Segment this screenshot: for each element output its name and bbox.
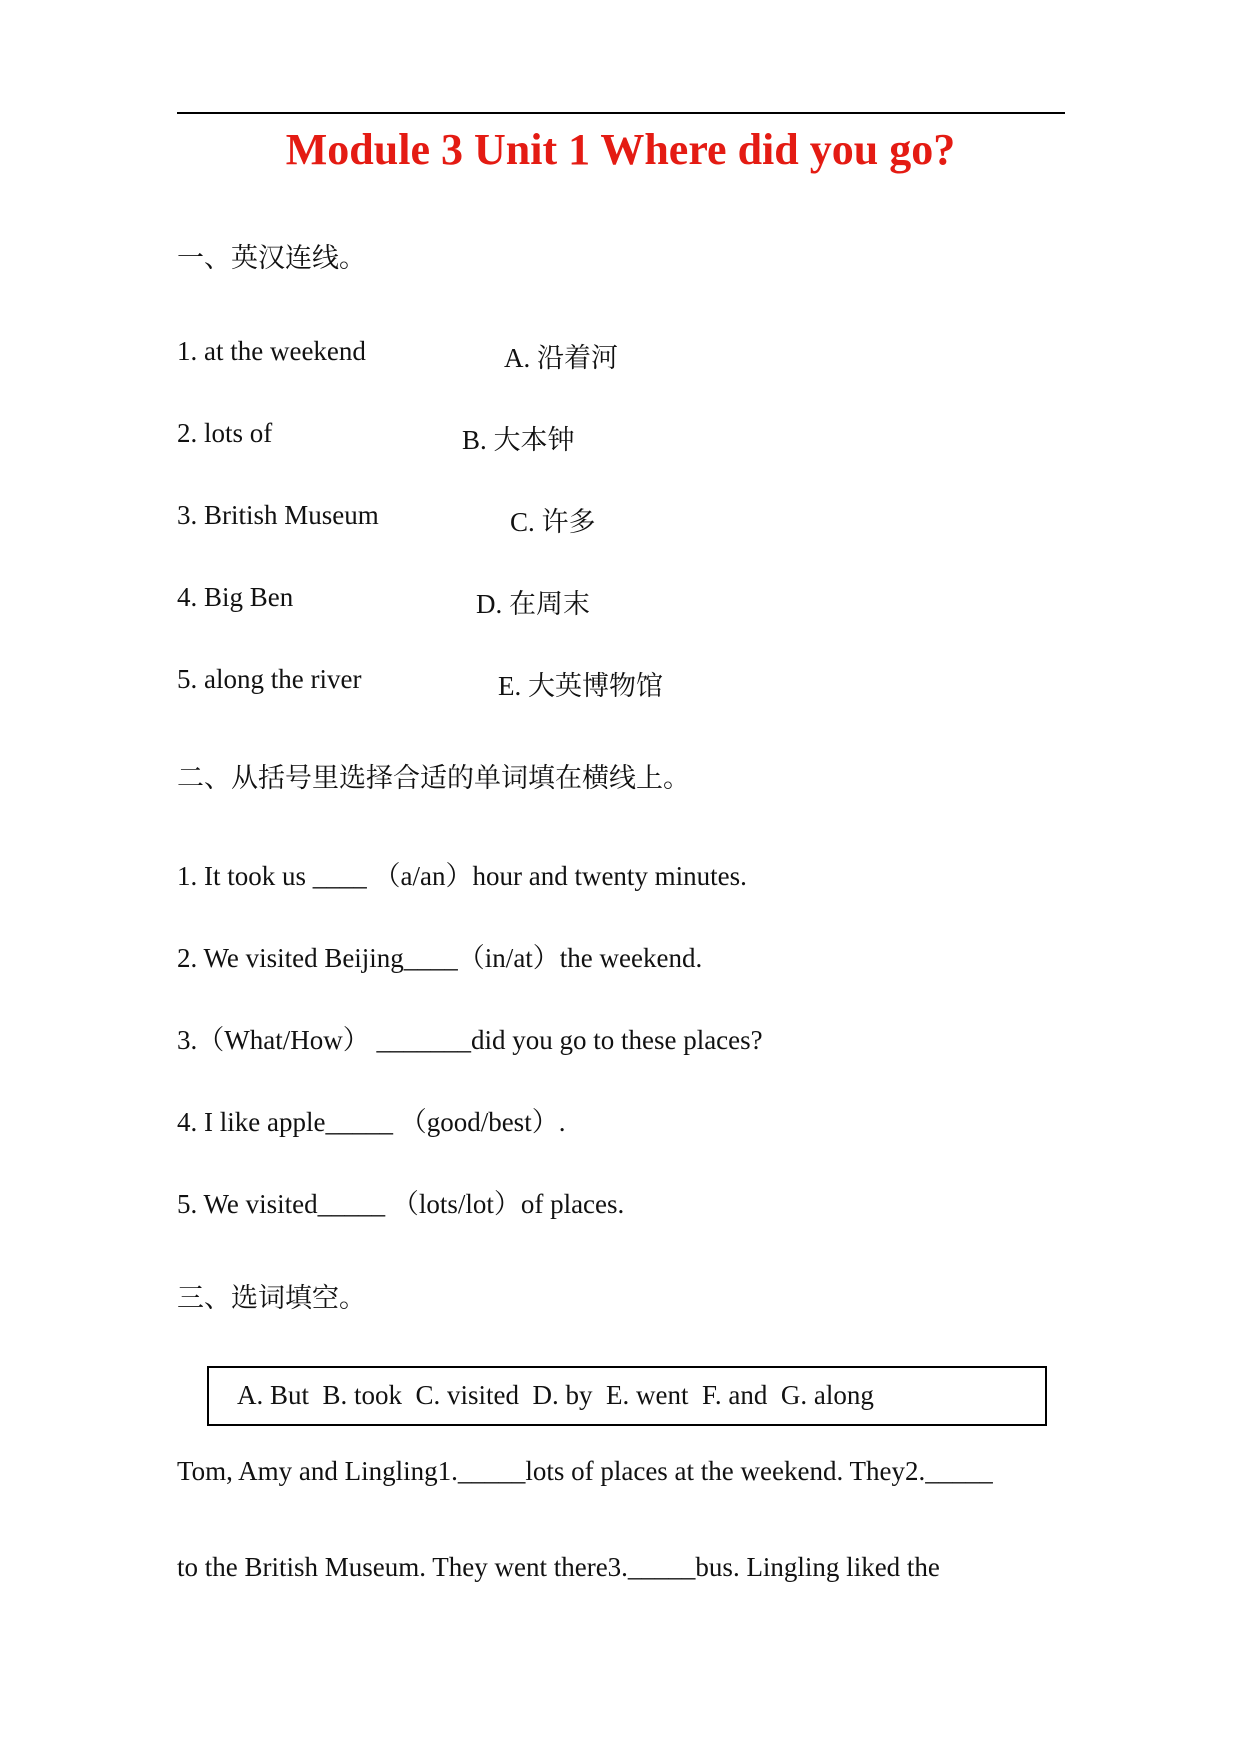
fill-item-4: 4. I like apple_____ （good/best）. — [177, 1107, 566, 1137]
page-title: Module 3 Unit 1 Where did you go? — [285, 125, 956, 174]
section-1-heading: 一、英汉连线。 — [177, 243, 366, 274]
match-item-4-english: 4. Big Ben — [177, 582, 294, 612]
header-rule — [177, 112, 1065, 114]
word-bank-box — [207, 1366, 1047, 1426]
passage-line-2: to the British Museum. They went there3._____bus. Lingling liked the — [177, 1552, 940, 1582]
match-item-3-chinese: C. 许多 — [510, 507, 596, 537]
match-item-3-english: 3. British Museum — [177, 500, 379, 530]
match-item-1-english: 1. at the weekend — [177, 336, 366, 366]
match-item-4-chinese: D. 在周末 — [476, 589, 590, 619]
fill-item-2: 2. We visited Beijing____（in/at）the weekend. — [177, 943, 703, 973]
fill-item-1: 1. It took us ____ （a/an）hour and twenty minutes. — [177, 861, 747, 891]
section-3-heading: 三、选词填空。 — [177, 1283, 366, 1314]
match-item-5-english: 5. along the river — [177, 664, 362, 694]
section-2-heading: 二、从括号里选择合适的单词填在横线上。 — [177, 763, 690, 794]
fill-item-5: 5. We visited_____ （lots/lot）of places. — [177, 1189, 625, 1219]
match-item-1-chinese: A. 沿着河 — [504, 343, 618, 373]
passage-line-1: Tom, Amy and Lingling1._____lots of places at the weekend. They2._____ — [177, 1456, 993, 1486]
word-bank-text: A. But B. took C. visited D. by E. went F. and G. along — [237, 1380, 874, 1410]
match-item-2-chinese: B. 大本钟 — [462, 425, 575, 455]
match-item-2-english: 2. lots of — [177, 418, 273, 448]
match-item-5-chinese: E. 大英博物馆 — [498, 671, 663, 701]
fill-item-3: 3.（What/How） _______did you go to these places? — [177, 1025, 763, 1055]
